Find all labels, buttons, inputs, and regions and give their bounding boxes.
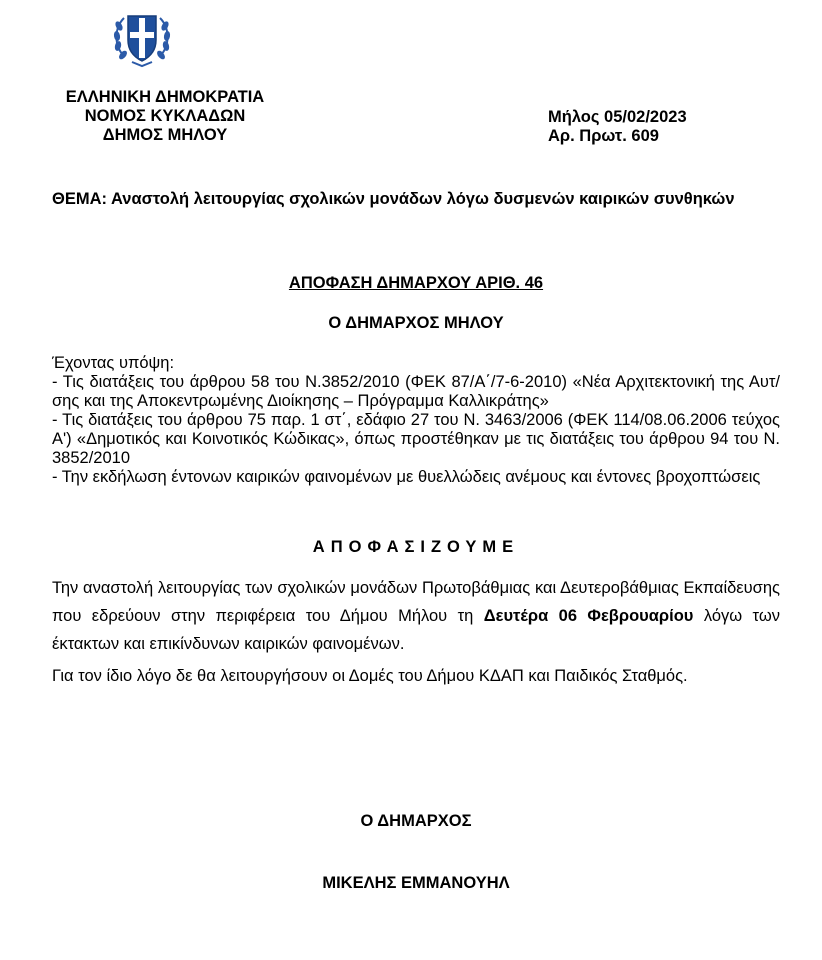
decide-heading: ΑΠΟΦΑΣΙΖΟΥΜΕ: [312, 538, 520, 556]
decision-second-paragraph: Για τον ίδιο λόγο δε θα λειτουργήσουν οι Δομές του Δήμου ΚΔΑΠ και Παιδικός Σταθμός.: [52, 667, 688, 685]
considering-item: - Την εκδήλωση έντονων καιρικών φαινομένων με θυελλώδεις ανέμους και έντονες βροχοπτώσεις: [52, 468, 761, 486]
decision-section: [52, 574, 780, 690]
signature-title: Ο ΔΗΜΑΡΧΟΣ: [360, 812, 472, 830]
issuer-header: [50, 88, 280, 145]
decision-title: ΑΠΟΦΑΣΗ ΔΗΜΑΡΧΟΥ ΑΡΙΘ. 46: [288, 274, 544, 292]
considering-item: - Τις διατάξεις του άρθρου 58 του Ν.3852/2010 (ΦΕΚ 87/Α΄/7-6-2010) «Νέα Αρχιτεκτονική της Αυτ/σης και της Αποκεντρωμένης Διοίκησης – Πρόγραμμα Καλλικράτης»: [52, 373, 780, 410]
issuer-prefecture: ΝΟΜΟΣ ΚΥΚΛΑΔΩΝ: [84, 107, 246, 125]
considering-intro: Έχοντας υπόψη:: [52, 354, 175, 372]
protocol-number: Αρ. Πρωτ. 609: [548, 127, 659, 145]
subject-line: ΘΕΜΑ: Αναστολή λειτουργίας σχολικών μονάδων λόγω δυσμενών καιρικών συνθηκών: [52, 190, 735, 208]
considering-section: [52, 354, 780, 487]
decision-text-part1: Την αναστολή λειτουργίας των σχολικών μονάδων Πρωτοβάθμιας και Δευτεροβάθμιας Εκπαίδευσης που εδρεύουν στην περιφέρεια του Δήμου Μήλου τη: [52, 579, 780, 625]
document-meta: [548, 108, 687, 146]
document-date: Μήλος 05/02/2023: [548, 108, 687, 126]
signature-name: ΜΙΚΕΛΗΣ ΕΜΜΑΝΟΥΗΛ: [322, 874, 510, 892]
mayor-heading: Ο ΔΗΜΑΡΧΟΣ ΜΗΛΟΥ: [328, 314, 504, 332]
considering-item: - Τις διατάξεις του άρθρου 75 παρ. 1 στ΄, εδάφιο 27 του Ν. 3463/2006 (ΦΕΚ 114/08.06.2006 τεύχος Α') «Δημοτικός και Κοινοτικός Κώδικας», όπως προστέθηκαν με τις διατάξεις του άρθρου 94 του Ν. 3852/2010: [52, 411, 780, 467]
decision-text-part2: λόγω των έκτακτων και επικίνδυνων καιρικών φαινομένων.: [52, 607, 780, 653]
greek-coat-of-arms-icon: [110, 6, 174, 70]
decision-date: Δευτέρα 06 Φεβρουαρίου: [483, 607, 694, 625]
decision-paragraph: [52, 574, 780, 658]
issuer-country: ΕΛΛΗΝΙΚΗ ΔΗΜΟΚΡΑΤΙΑ: [65, 88, 265, 106]
issuer-municipality: ΔΗΜΟΣ ΜΗΛΟΥ: [102, 126, 228, 144]
